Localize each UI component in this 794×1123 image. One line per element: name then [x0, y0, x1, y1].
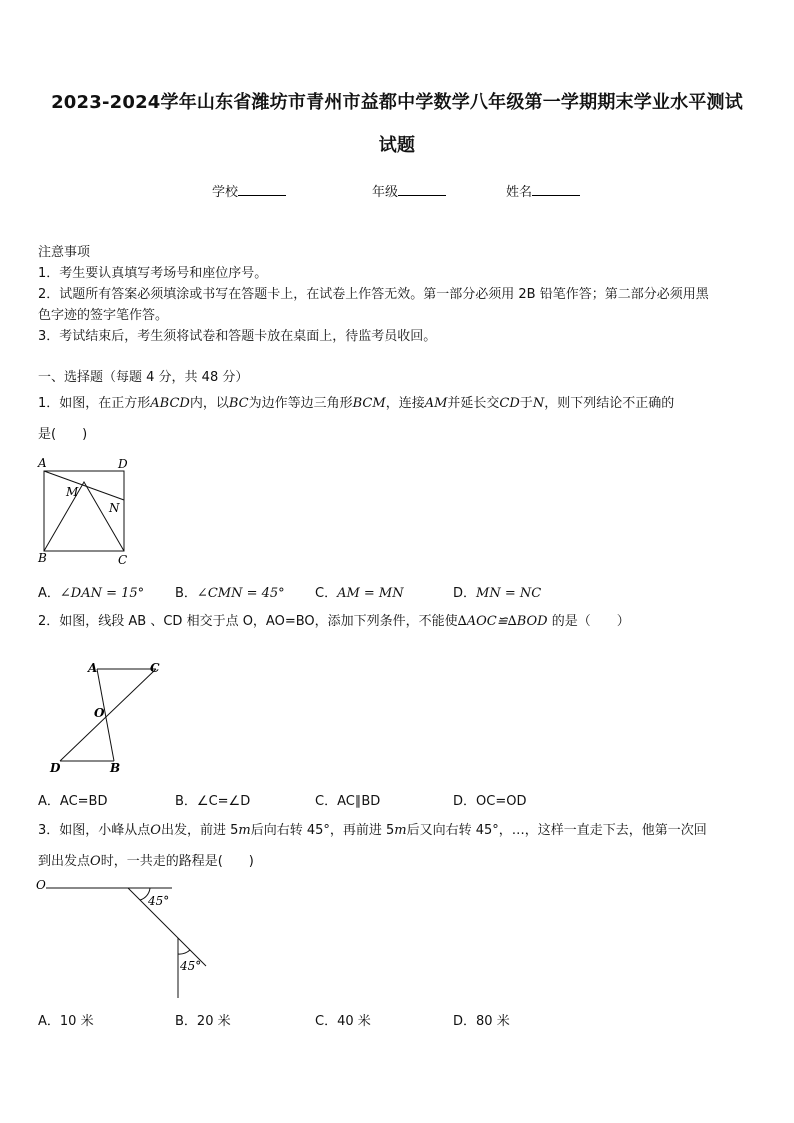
q3-text: 后向右转 45°，再前进 5: [250, 823, 395, 838]
q3-text: 出发，前进 5: [160, 823, 239, 838]
q1-option-d[interactable]: D．MN = NC: [453, 586, 542, 601]
q1-math-n: N: [532, 396, 545, 411]
line-an: [44, 471, 124, 500]
notes-heading: 注意事项: [38, 245, 91, 260]
q1-math-cd: CD: [499, 396, 520, 411]
q1-option-c[interactable]: C．AM = MN: [315, 586, 404, 601]
q1-text: 为边作等边三角形: [248, 396, 353, 411]
exam-title-line2: 试题: [378, 135, 416, 156]
question-1-stem-line2: 是( ): [38, 427, 88, 442]
q1-option-a[interactable]: A．∠DAN = 15°: [38, 586, 145, 601]
q3-math-o: O: [150, 823, 161, 838]
q1-text: 1．如图，在正方形: [38, 396, 151, 411]
label-n: N: [109, 501, 120, 515]
q2-text: 2．如图，线段 AB 、CD 相交于点 O，AO=BO，添加下列条件，不能使: [38, 614, 458, 629]
q1-text: 于: [519, 396, 533, 411]
q1-text: ，连接: [385, 396, 425, 411]
q1-text: ，则下列结论不正确的: [544, 396, 675, 411]
label-d: D: [118, 457, 128, 471]
exam-title-line1: 2023-2024学年山东省潍坊市青州市益都中学数学八年级第一学期期末学业水平测试: [51, 92, 743, 113]
q3-math-o: O: [90, 854, 101, 869]
label-d: D: [50, 761, 61, 775]
angle-arc-2: [178, 950, 190, 954]
notes-item-3: 3．考试结束后，考生须将试卷和答题卡放在桌面上，待监考员收回。: [38, 329, 437, 344]
label-o: O: [94, 706, 105, 720]
q3-text: 3．如图，小峰从点: [38, 823, 151, 838]
name-field: [506, 181, 580, 200]
label-c: C: [150, 661, 160, 675]
grade-field: [372, 181, 446, 200]
grade-label: 年级: [372, 185, 399, 200]
grade-blank: [398, 183, 446, 196]
q1-math-bcm: BCM: [352, 396, 386, 411]
q1-square-figure: [30, 452, 140, 570]
q1-math-abcd: ABCD: [150, 396, 190, 411]
question-3-stem: [38, 820, 768, 841]
q1-math-bc: BC: [228, 396, 249, 411]
q3-text: 到出发点: [38, 854, 91, 869]
school-label: 学校: [212, 185, 239, 200]
label-o: O: [36, 878, 46, 892]
name-blank: [532, 183, 580, 196]
notes-item-1: 1．考生要认真填写考场号和座位序号。: [38, 266, 268, 281]
label-c: C: [118, 553, 128, 567]
angle-label-1: 45°: [148, 894, 170, 908]
q3-option-c[interactable]: C．40 米: [315, 1014, 371, 1029]
label-m: M: [66, 485, 79, 499]
q2-text: 的是（ ）: [547, 614, 630, 629]
q1-math-am: AM: [424, 396, 448, 411]
question-1-stem: [38, 393, 768, 414]
q2-option-c[interactable]: C．AC∥BD: [315, 794, 381, 809]
q3-option-b[interactable]: B．20 米: [175, 1014, 231, 1029]
question-2-stem: [38, 611, 768, 632]
q3-option-a[interactable]: A．10 米: [38, 1014, 94, 1029]
notes-item-2-cont: 色字迹的签字笔作答。: [38, 308, 169, 323]
q1-text: 内，以: [189, 396, 229, 411]
q2-math-congruence: ∆AOC≌∆BOD: [457, 614, 548, 629]
q1-option-b[interactable]: B．∠CMN = 45°: [175, 586, 285, 601]
angle-label-2: 45°: [180, 959, 202, 973]
q3-path-figure: [34, 874, 224, 1002]
q2-option-a[interactable]: A．AC=BD: [38, 794, 108, 809]
section-heading: 一、选择题（每题 4 分，共 48 分）: [38, 370, 249, 385]
q3-text: 时，一共走的路程是( ): [100, 854, 254, 869]
school-blank: [238, 183, 286, 196]
q3-math-m: m: [238, 823, 251, 838]
q3-text: 后又向右转 45°，…，这样一直走下去，他第一次回: [406, 823, 707, 838]
label-b: B: [38, 551, 47, 565]
question-3-stem-line2: [38, 851, 254, 872]
triangle-bcm: [44, 482, 124, 551]
segment-cd: [60, 669, 156, 761]
name-label: 姓名: [506, 185, 533, 200]
q2-option-d[interactable]: D．OC=OD: [453, 794, 527, 809]
label-b: B: [110, 761, 121, 775]
q3-option-d[interactable]: D．80 米: [453, 1014, 510, 1029]
q2-crossing-figure: [40, 656, 180, 778]
label-a: A: [88, 661, 98, 675]
notes-item-2: 2．试题所有答案必须填涂或书写在答题卡上，在试卷上作答无效。第一部分必须用 2B 铅笔作答；第二部分必须用黑: [38, 287, 709, 302]
notes-section: [38, 242, 768, 347]
school-field: [212, 181, 286, 200]
q3-math-m: m: [394, 823, 407, 838]
q2-option-b[interactable]: B．∠C=∠D: [175, 794, 251, 809]
q1-text: 并延长交: [447, 396, 500, 411]
label-a: A: [38, 456, 47, 470]
